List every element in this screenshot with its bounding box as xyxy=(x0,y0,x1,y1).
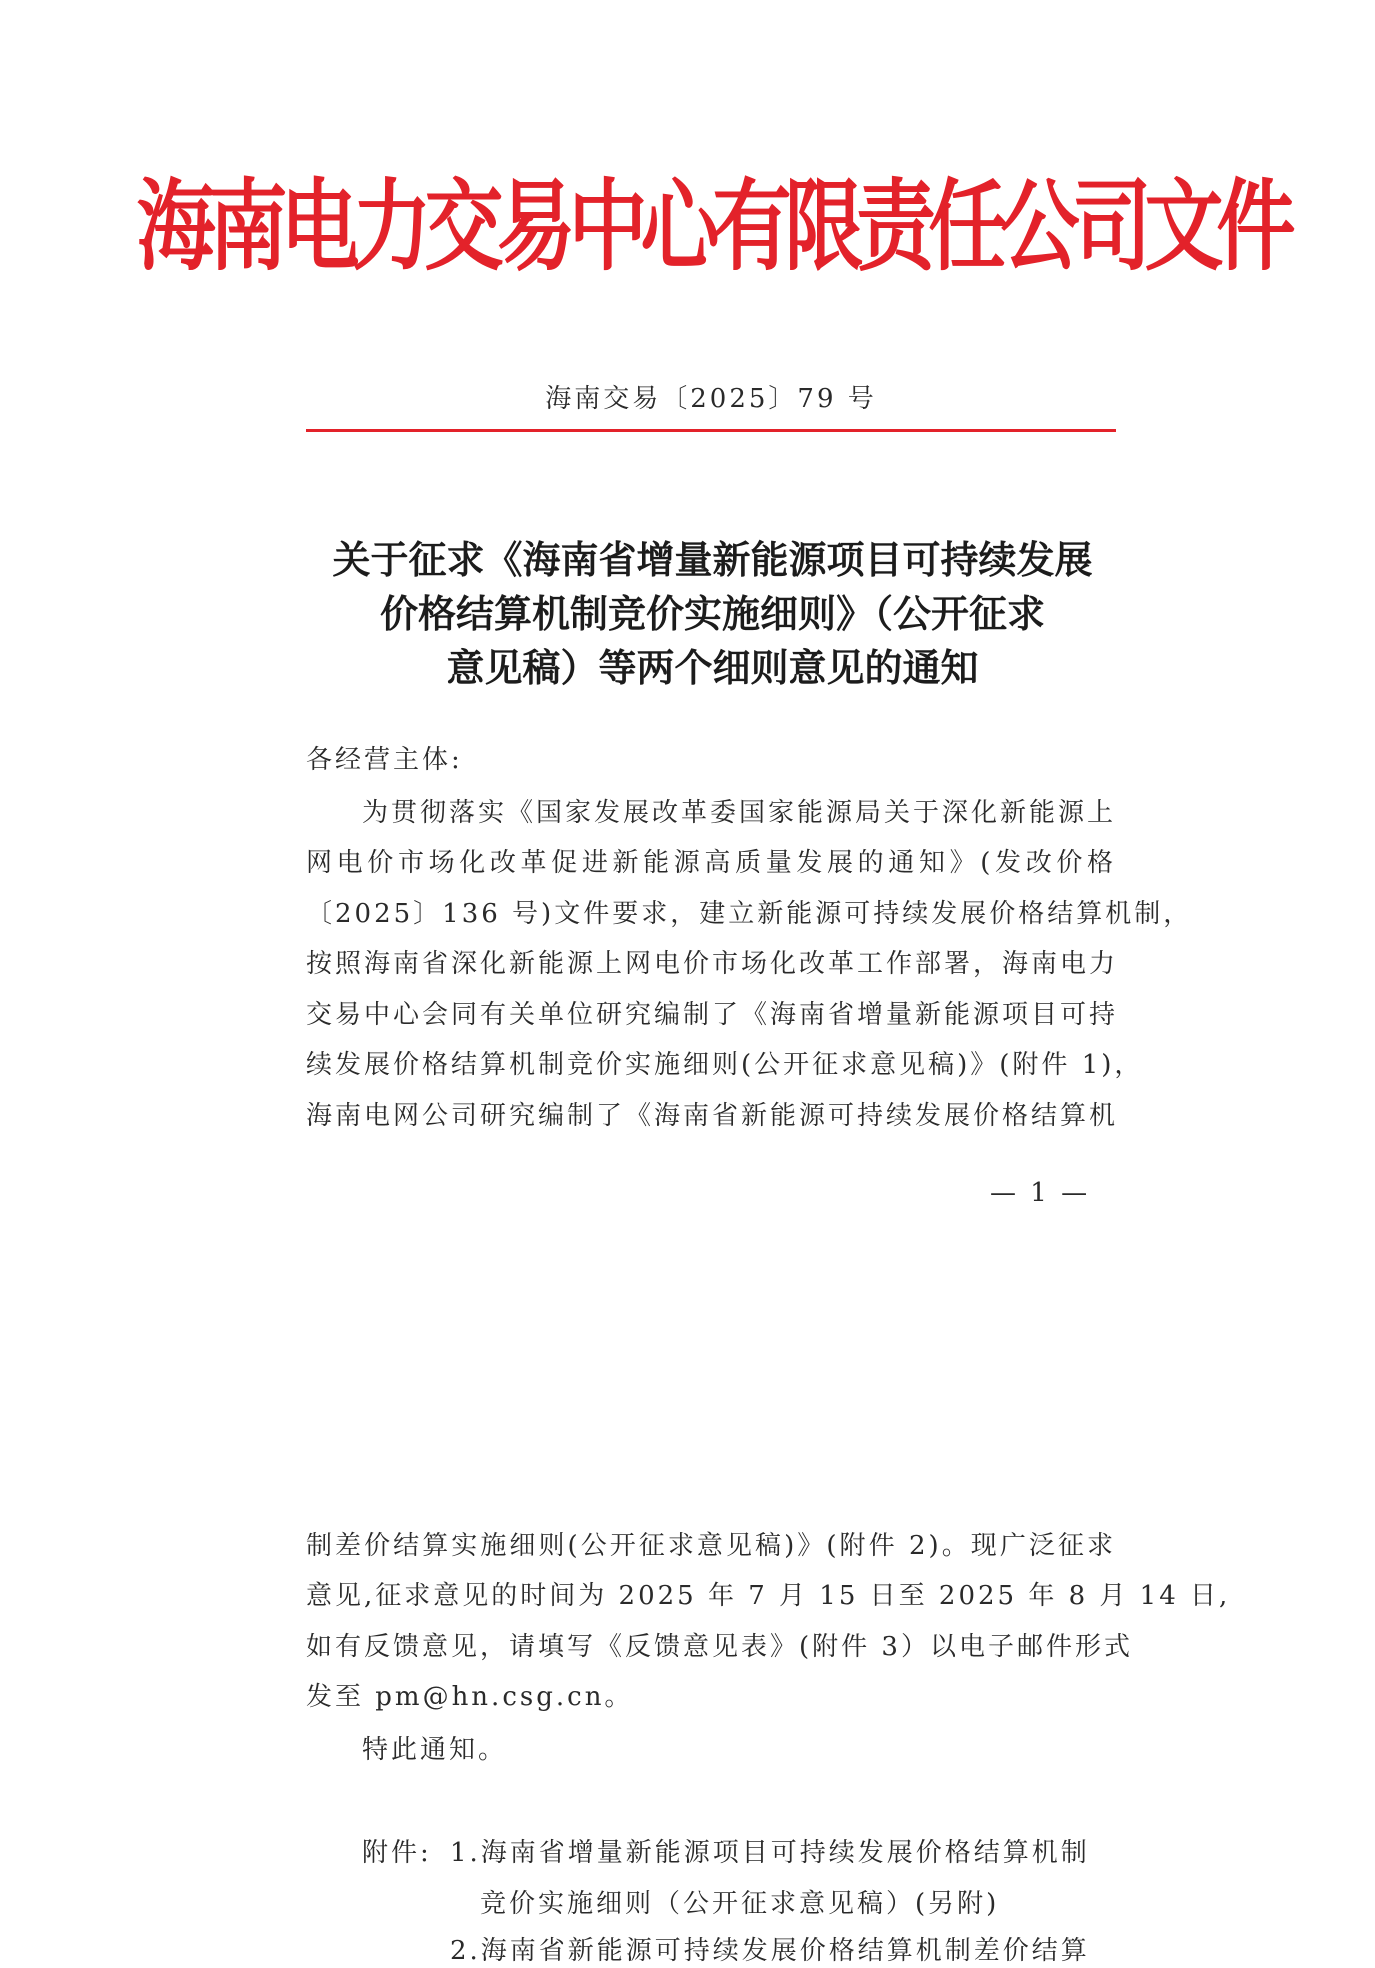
title-line: 意见稿）等两个细则意见的通知 xyxy=(446,646,979,690)
paragraph-line: 〔2025〕136 号)文件要求，建立新能源可持续发展价格结算机制， xyxy=(306,899,1193,929)
red-divider xyxy=(306,429,1116,432)
document-title xyxy=(290,533,1135,695)
paragraph-line: 为贯彻落实《国家发展改革委国家能源局关于深化新能源上 xyxy=(362,798,1117,828)
page-number: — 1 — xyxy=(990,1178,1091,1208)
attachment-item: 1.海南省增量新能源项目可持续发展价格结算机制 xyxy=(450,1838,1090,1868)
paragraph-line: 交易中心会同有关单位研究编制了《海南省增量新能源项目可持 xyxy=(306,1000,1119,1030)
paragraph-line: 发至 pm@hn.csg.cn。 xyxy=(306,1682,634,1712)
paragraph-line: 制差价结算实施细则(公开征求意见稿)》(附件 2)。现广泛征求 xyxy=(306,1531,1116,1561)
paragraph-line: 续发展价格结算机制竞价实施细则(公开征求意见稿)》(附件 1)， xyxy=(306,1050,1144,1080)
title-line: 关于征求《海南省增量新能源项目可持续发展 xyxy=(332,538,1093,582)
title-line: 价格结算机制竞价实施细则》（公开征求 xyxy=(379,592,1045,636)
salutation: 各经营主体: xyxy=(306,745,463,775)
paragraph-line: 按照海南省深化新能源上网电价市场化改革工作部署，海南电力 xyxy=(306,949,1119,979)
attachment-item: 2.海南省新能源可持续发展价格结算机制差价结算 xyxy=(450,1936,1090,1966)
document-masthead: 海南电力交易中心有限责任公司文件 xyxy=(136,168,1289,284)
paragraph-line: 网电价市场化改革促进新能源高质量发展的通知》(发改价格 xyxy=(306,848,1116,878)
closing-text: 特此通知。 xyxy=(362,1735,508,1765)
paragraph-line: 海南电网公司研究编制了《海南省新能源可持续发展价格结算机 xyxy=(306,1101,1119,1131)
paragraph-line: 意见,征求意见的时间为 2025 年 7 月 15 日至 2025 年 8 月 14 日, xyxy=(306,1581,1231,1611)
paragraph-line: 如有反馈意见，请填写《反馈意见表》(附件 3）以电子邮件形式 xyxy=(306,1632,1133,1662)
document-number: 海南交易〔2025〕79 号 xyxy=(545,384,877,414)
attachments-label: 附件: xyxy=(362,1838,432,1868)
attachment-item: 竞价实施细则（公开征求意见稿）(另附) xyxy=(480,1889,1000,1919)
